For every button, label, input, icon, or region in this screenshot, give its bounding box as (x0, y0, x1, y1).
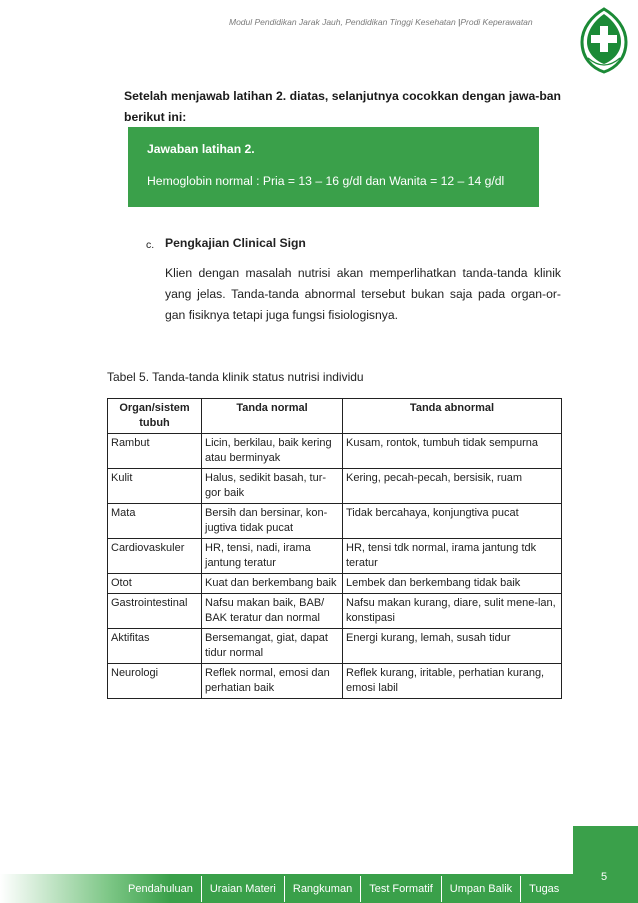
clinical-signs-table (107, 398, 562, 699)
cell-organ: Kulit (108, 469, 202, 504)
table-row (108, 469, 562, 504)
header-separator: | (458, 17, 461, 27)
cell-organ: Cardiovaskuler (108, 539, 202, 574)
page-number: 5 (601, 871, 608, 883)
nav-link-umpan-balik[interactable]: Umpan Balik (442, 876, 521, 902)
section-title: Pengkajian Clinical Sign (165, 236, 306, 250)
table-row (108, 504, 562, 539)
cell-normal: Licin, berkilau, baik kering atau berminyak (202, 434, 343, 469)
cell-abnormal: Energi kurang, lemah, susah tidur (343, 629, 562, 664)
cell-normal: Reflek normal, emosi dan perhatian baik (202, 664, 343, 699)
page-number-block (573, 826, 638, 903)
table-row (108, 629, 562, 664)
cell-abnormal: Kusam, rontok, tumbuh tidak sempurna (343, 434, 562, 469)
nav-link-pendahuluan[interactable]: Pendahuluan (120, 876, 202, 902)
cell-organ: Otot (108, 574, 202, 594)
section-paragraph: Klien dengan masalah nutrisi akan memperlihatkan tanda-tanda klinik yang jelas. Tanda-tanda abnormal tersebut bukan saja pada organ-or-gan fisiknya tetapi juga fungsi fisiologisnya. (165, 266, 561, 322)
footer-nav (120, 874, 567, 903)
cell-organ: Rambut (108, 434, 202, 469)
cell-abnormal: Reflek kurang, iritable, perhatian kurang, emosi labil (343, 664, 562, 699)
cell-normal: Nafsu makan baik, BAB/ BAK teratur dan normal (202, 594, 343, 629)
footer-nav-bar (0, 874, 573, 903)
cell-organ: Gastrointestinal (108, 594, 202, 629)
nav-link-tugas[interactable]: Tugas (529, 882, 560, 895)
cell-normal: HR, tensi, nadi, irama jantung teratur (202, 539, 343, 574)
module-title: Modul Pendidikan Jarak Jauh, Pendidikan Tinggi Kesehatan (229, 17, 456, 27)
nav-link-test-formatif[interactable]: Test Formatif (361, 876, 442, 902)
cell-normal: Bersih dan bersinar, kon-jugtiva tidak pucat (202, 504, 343, 539)
cell-abnormal: Nafsu makan kurang, diare, sulit mene-lan, konstipasi (343, 594, 562, 629)
answer-title: Jawaban latihan 2. (147, 142, 255, 156)
table-row (108, 664, 562, 699)
cell-organ: Aktifitas (108, 629, 202, 664)
table-header-row (108, 399, 562, 434)
cell-normal: Halus, sedikit basah, tur-gor baik (202, 469, 343, 504)
intro-instruction: Setelah menjawab latihan 2. diatas, selanjutnya cocokkan dengan jawa-ban berikut ini: (124, 89, 561, 124)
cell-normal: Bersemangat, giat, dapat tidur normal (202, 629, 343, 664)
nav-link-rangkuman[interactable]: Rangkuman (285, 876, 361, 902)
table-caption: Tabel 5. Tanda-tanda klinik status nutrisi individu (107, 370, 364, 384)
cell-abnormal: Tidak bercahaya, konjungtiva pucat (343, 504, 562, 539)
running-header (229, 17, 564, 27)
table-row (108, 539, 562, 574)
table-row (108, 594, 562, 629)
table-row (108, 574, 562, 594)
cell-normal: Kuat dan berkembang baik (202, 574, 343, 594)
cell-organ: Neurologi (108, 664, 202, 699)
header-normal: Tanda normal (202, 399, 343, 434)
table-row (108, 434, 562, 469)
answer-text: Hemoglobin normal : Pria = 13 – 16 g/dl dan Wanita = 12 – 14 g/dl (147, 174, 505, 188)
cell-organ: Mata (108, 504, 202, 539)
cell-abnormal: Kering, pecah-pecah, bersisik, ruam (343, 469, 562, 504)
section-letter: c. (146, 239, 155, 251)
cell-abnormal: HR, tensi tdk normal, irama jantung tdk teratur (343, 539, 562, 574)
answer-box (128, 127, 539, 207)
bakti-husada-logo-icon (574, 6, 634, 76)
nav-link-uraian-materi[interactable]: Uraian Materi (202, 876, 285, 902)
header-organ: Organ/sistem tubuh (108, 399, 202, 434)
header-abnormal: Tanda abnormal (343, 399, 562, 434)
program-name: Prodi Keperawatan (460, 17, 533, 27)
cell-abnormal: Lembek dan berkembang tidak baik (343, 574, 562, 594)
